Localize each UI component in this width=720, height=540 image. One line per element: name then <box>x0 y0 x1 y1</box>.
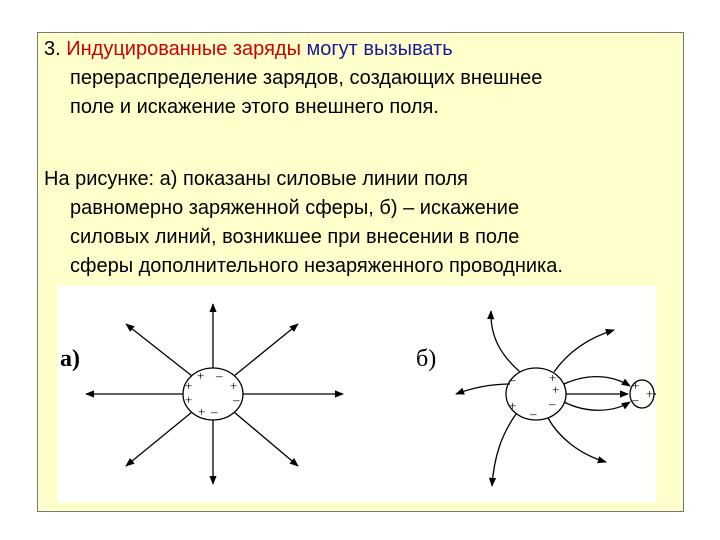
field-line-upper-left <box>126 324 192 376</box>
field-line-lower-left <box>126 412 192 466</box>
caption-line: силовых линий, возникшее при внесении в поле <box>70 226 520 248</box>
charge-plus: + <box>197 368 205 383</box>
field-line-b <box>491 311 520 372</box>
charge-minus: – <box>509 372 516 387</box>
caption-line: На рисунке: а) показаны силовые линии поля <box>44 168 468 190</box>
charge-plus: + <box>185 392 193 407</box>
caption-line: равномерно заряженной сферы, б) – искажение <box>70 197 520 219</box>
charge-minus: – <box>549 396 556 411</box>
charge-plus: + <box>552 382 560 397</box>
label-b: б) <box>416 346 437 372</box>
charge-plus: + <box>549 370 557 385</box>
field-line-lower-right <box>234 412 298 466</box>
label-a: а) <box>60 346 80 372</box>
charge-plus: + <box>646 386 654 401</box>
field-line-b <box>456 384 510 394</box>
field-line-b <box>564 402 630 410</box>
point-3-paragraph <box>44 35 674 122</box>
field-line-b <box>554 330 614 372</box>
highlight-red-text: Индуцированные заряды <box>66 38 301 60</box>
charge-minus: – <box>216 368 223 383</box>
charge-minus: – <box>211 404 218 419</box>
figure-b <box>456 311 656 486</box>
paragraph-line: перераспределение зарядов, создающих внешнее <box>70 67 543 89</box>
field-line-b <box>564 377 630 386</box>
charge-plus: + <box>198 404 206 419</box>
charge-minus: – <box>530 406 537 421</box>
field-lines-figure <box>58 286 656 502</box>
figure-a-sphere <box>86 304 343 484</box>
charge-plus: + <box>632 378 640 393</box>
point-number: 3. <box>44 38 61 60</box>
charge-plus: + <box>230 378 238 393</box>
slide <box>37 32 684 512</box>
field-line-b <box>492 414 516 486</box>
charge-plus: + <box>185 378 193 393</box>
field-line-b <box>548 418 606 462</box>
charge-minus: – <box>233 392 240 407</box>
highlight-blue-text: могут вызывать <box>306 38 453 60</box>
field-line-upper-right <box>234 324 298 376</box>
paragraph-line: поле и искажение этого внешнего поля. <box>70 96 439 118</box>
charge-plus: + <box>509 398 517 413</box>
field-lines-diagram <box>58 286 656 502</box>
caption-paragraph <box>44 165 674 281</box>
caption-line: сферы дополнительного незаряженного проводника. <box>70 255 563 277</box>
charge-minus: – <box>632 392 639 407</box>
sphere-a-charges <box>185 368 240 419</box>
